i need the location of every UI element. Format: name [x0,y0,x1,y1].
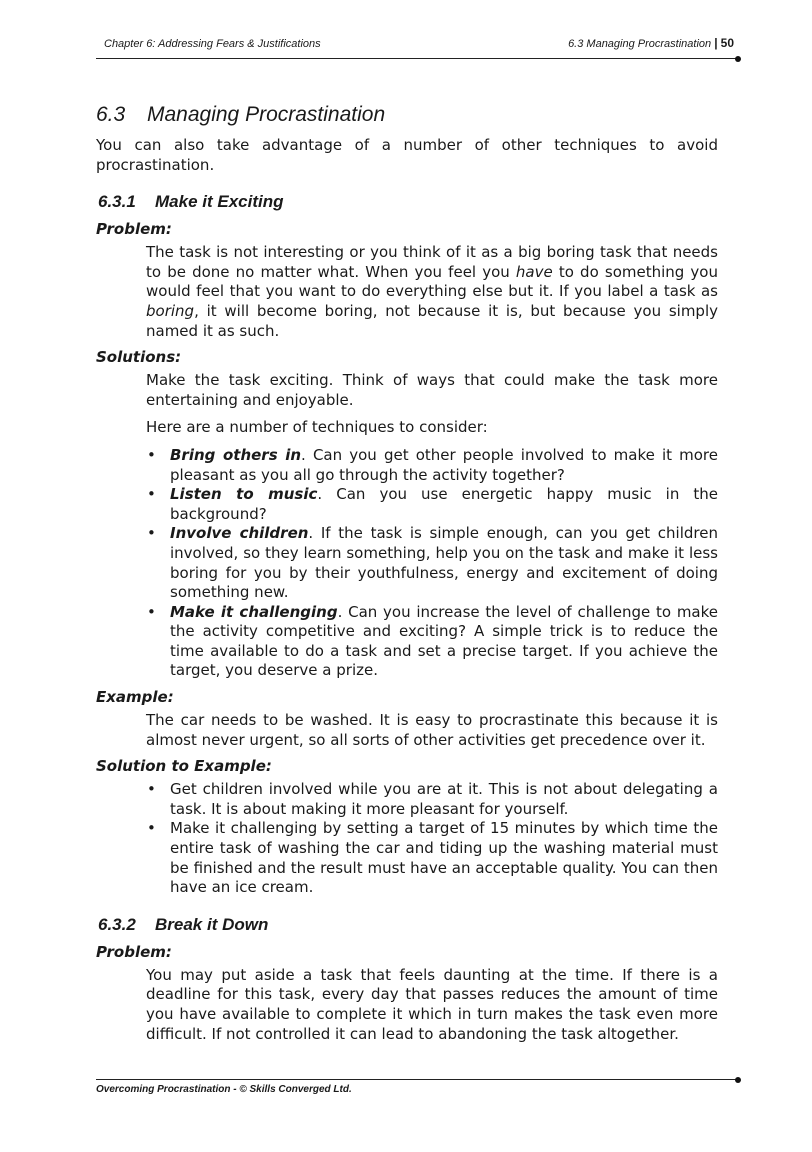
problem-text-part: , it will become boring, not because it is, but because you simply named it as such. [146,301,718,340]
page-footer: Overcoming Procrastination - © Skills Converged Ltd. [96,1084,352,1095]
page-header [96,36,736,52]
example-paragraph: The car needs to be washed. It is easy to procrastinate this because it is almost never urgent, so all sorts of other activities get precedence over it. [146,711,718,749]
problem-emphasis-boring: boring [146,301,195,320]
problem-text-part: The task is not interesting or you think of it as a big boring task that needs to be done no matter what. When you feel you [146,243,718,281]
header-separator: | [714,36,718,50]
section-title: Managing Procrastination [147,103,386,126]
technique-title: Listen to music [170,485,318,504]
list-item: • Make it challenging by setting a target of 15 minutes by which time the entire task of washing the car and tiding up the washing material must be finished and the result must have an acceptable quality. You can then have an ice cream. [170,819,718,897]
list-item [170,446,718,485]
solution-to-example-list [96,780,718,898]
problem-label: Problem: [96,220,172,239]
problem-label: Problem: [96,942,172,961]
technique-text: . Can you get other people involved to make it more pleasant as you all go through the activity together? [170,445,718,484]
problem-text-part: to do something you would feel that you want to do everything else but it. If you label a task as [146,262,718,301]
problem-emphasis-have: have [515,262,553,281]
footer-rule [96,1079,738,1080]
header-rule [96,58,738,59]
footer-rule-dot [735,1077,741,1083]
header-section-title: 6.3 Managing Procrastination [568,38,712,50]
problem-paragraph [96,243,718,341]
page-content [96,102,718,1044]
subsection-title: Make it Exciting [155,192,284,212]
solutions-label: Solutions: [96,348,182,367]
subsection-number: 6.3.1 [98,192,136,212]
solution-to-example-label: Solution to Example: [96,757,272,776]
technique-title: Involve children [170,524,309,543]
header-chapter: Chapter 6: Addressing Fears & Justifications [104,38,321,50]
header-rule-dot [735,56,741,62]
list-item [170,603,718,681]
technique-text: . If the task is simple enough, can you get children involved, so they learn something, help you on the task and make it less boring for you by their youthfulness, energy and excitement of doing something new. [170,524,718,602]
section-intro: You can also take advantage of a number of other techniques to avoid procrastination. [96,136,718,174]
example-label: Example: [96,688,174,707]
subsection-number: 6.3.2 [98,914,136,934]
list-item: • Get children involved while you are at it. This is not about delegating a task. It is about making it more pleasant for yourself. [170,780,718,819]
technique-text: . Can you increase the level of challenge to make the activity competitive and exciting? A simple trick is to reduce the time available to do a task and set a precise target. If you achieve the target, you deserve a prize. [170,602,719,680]
technique-text: . Can you use energetic happy music in the background? [170,485,718,523]
section-number: 6.3 [96,103,126,126]
subsection-title: Break it Down [155,914,269,934]
techniques-list [96,446,718,681]
list-item [170,524,718,602]
subsection-heading-break-it-down [98,914,718,936]
techniques-intro: Here are a number of techniques to consider: [146,418,488,437]
technique-title: Make it challenging [170,602,338,621]
header-section [568,36,734,50]
problem-paragraph: You may put aside a task that feels daunting at the time. If there is a deadline for this task, every day that passes reduces the amount of time you have available to complete it which in turn makes the task even more difficult. If not controlled it can lead to abandoning the task altogether. [146,965,718,1043]
solutions-paragraph: Make the task exciting. Think of ways that could make the task more entertaining and enjoyable. [146,371,718,409]
technique-title: Bring others in [170,445,302,464]
section-heading [96,102,718,128]
header-page-number: 50 [720,36,734,50]
list-item [170,485,718,524]
subsection-heading-make-it-exciting [98,191,718,213]
